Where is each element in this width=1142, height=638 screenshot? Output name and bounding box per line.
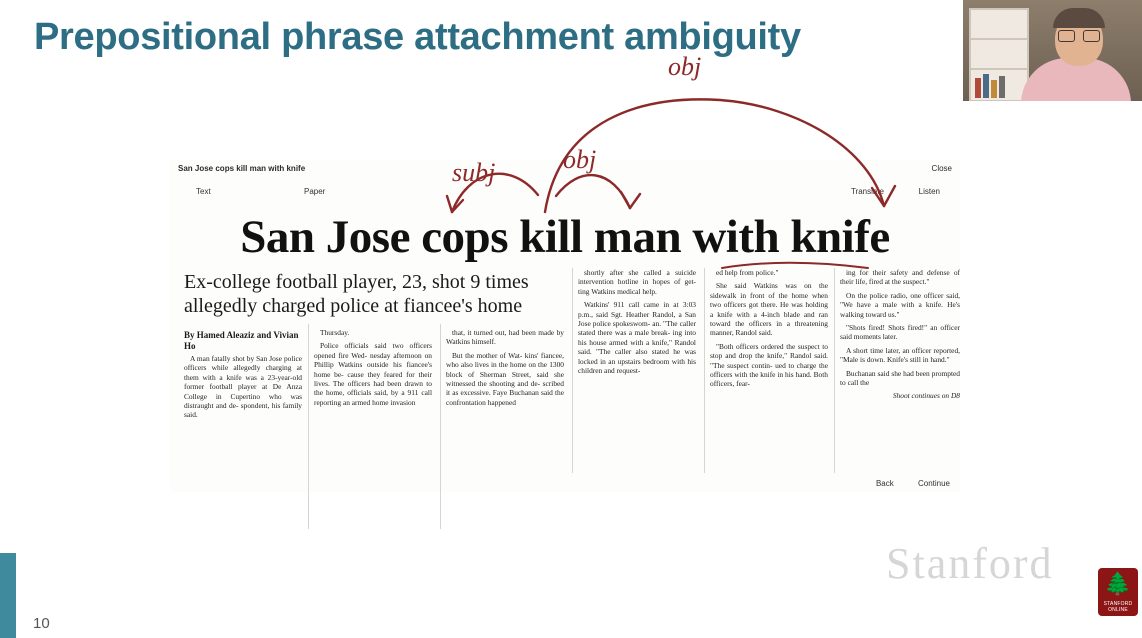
slide-number: 10 [33,615,50,632]
back-button[interactable]: Back [875,479,894,488]
tab-text[interactable]: Text [196,187,211,196]
article-byline: By Hamed Aleaziz and Vivian Ho [184,330,299,351]
article-columns [184,268,960,478]
tab-translate[interactable]: Translate [850,187,884,196]
clipping-tab-bar [196,187,952,199]
annotation-label-subj: subj [452,158,496,187]
bookshelf-icon [969,8,1029,101]
newspaper-clipping [170,160,960,492]
slide-accent-bar [0,553,16,638]
article-headline: San Jose cops kill man with knife [240,211,890,263]
clipping-footer [854,479,950,488]
clipping-title: San Jose cops kill man with knife [178,164,306,173]
article-column: shortly after she called a suicide intervention hotline in hopes of get- ting Watkins medical help. Watkins' 911 call came in at 3:03 p.m., said Sgt. Heather Randol, a San Jose police spokeswom- an. "The caller stated there was a male break- ing into his house armed with a knife," Randol said. "The caller also stated he was locked in an upstairs bedroom with his children and request- [578,268,696,376]
close-button[interactable]: Close [931,164,952,173]
article-column: A man fatally shot by San Jose police officers while allegedly charging at them with a knife was a 23-year-old former football player at De Anza College in Cupertino who was distraught and de- spondent, his family said. [184,354,302,420]
annotation-label-obj-lower: obj [563,145,597,174]
article-column: ed help from police." She said Watkins was on the sidewalk in front of the home when two officers got there. He was holding a knife with a 4-inch blade and ran toward the officers in a threatening manner, Randol said. "Both officers ordered the suspect to stop and drop the knife," Randol said. "The suspect contin- ued to charge the officers with the knife in his hand. Both officers, fear- [710,268,828,389]
stanford-online-badge-text: STANFORD ONLINE [1103,601,1133,613]
article-column: Thursday. Police officials said two officers opened fire Wed- nesday afternoon on Phillip Watkins outside his fiancee's home be- cause they feared for their lives. The officers had been drawn to the home, officials said, by a 911 call reporting an armed home invasion [314,328,432,407]
article-jumpline: Shoot continues on D8 [892,391,960,401]
stanford-wordmark: Stanford [886,539,1054,588]
tab-listen[interactable]: Listen [918,187,940,196]
page-title: Prepositional phrase attachment ambiguity [34,16,801,58]
stanford-tree-icon: 🌲 [1104,571,1132,596]
glasses-icon [1058,30,1100,40]
continue-button[interactable]: Continue [917,479,950,488]
article-column: ing for their safety and defense of their life, fired at the suspect." On the police radio, one officer said, "We have a male with a knife. He's walking toward us." "Shots fired! Shots fired!" an officer said moments later. A short time later, an officer reported, "Male is down. Knife's still in hand." Buchanan said she had been prompted to call the Shoot continues on D8 [840,268,960,401]
annotation-label-obj-upper: obj [668,52,702,81]
tab-paper[interactable]: Paper [304,187,326,196]
article-column: that, it turned out, had been made by Watkins himself. But the mother of Wat- kins' fiancee, who also lives in the home on the 1300 block of Sherman Street, said she witnessed the shooting and de- scribed it as excessive. Faye Buchanan said the confrontation happened [446,328,564,407]
stanford-online-badge [1098,568,1138,616]
webcam-video-overlay[interactable] [963,0,1142,101]
article-subhead: Ex-college football player, 23, shot 9 times allegedly charged police at fiancee's home [184,271,529,317]
